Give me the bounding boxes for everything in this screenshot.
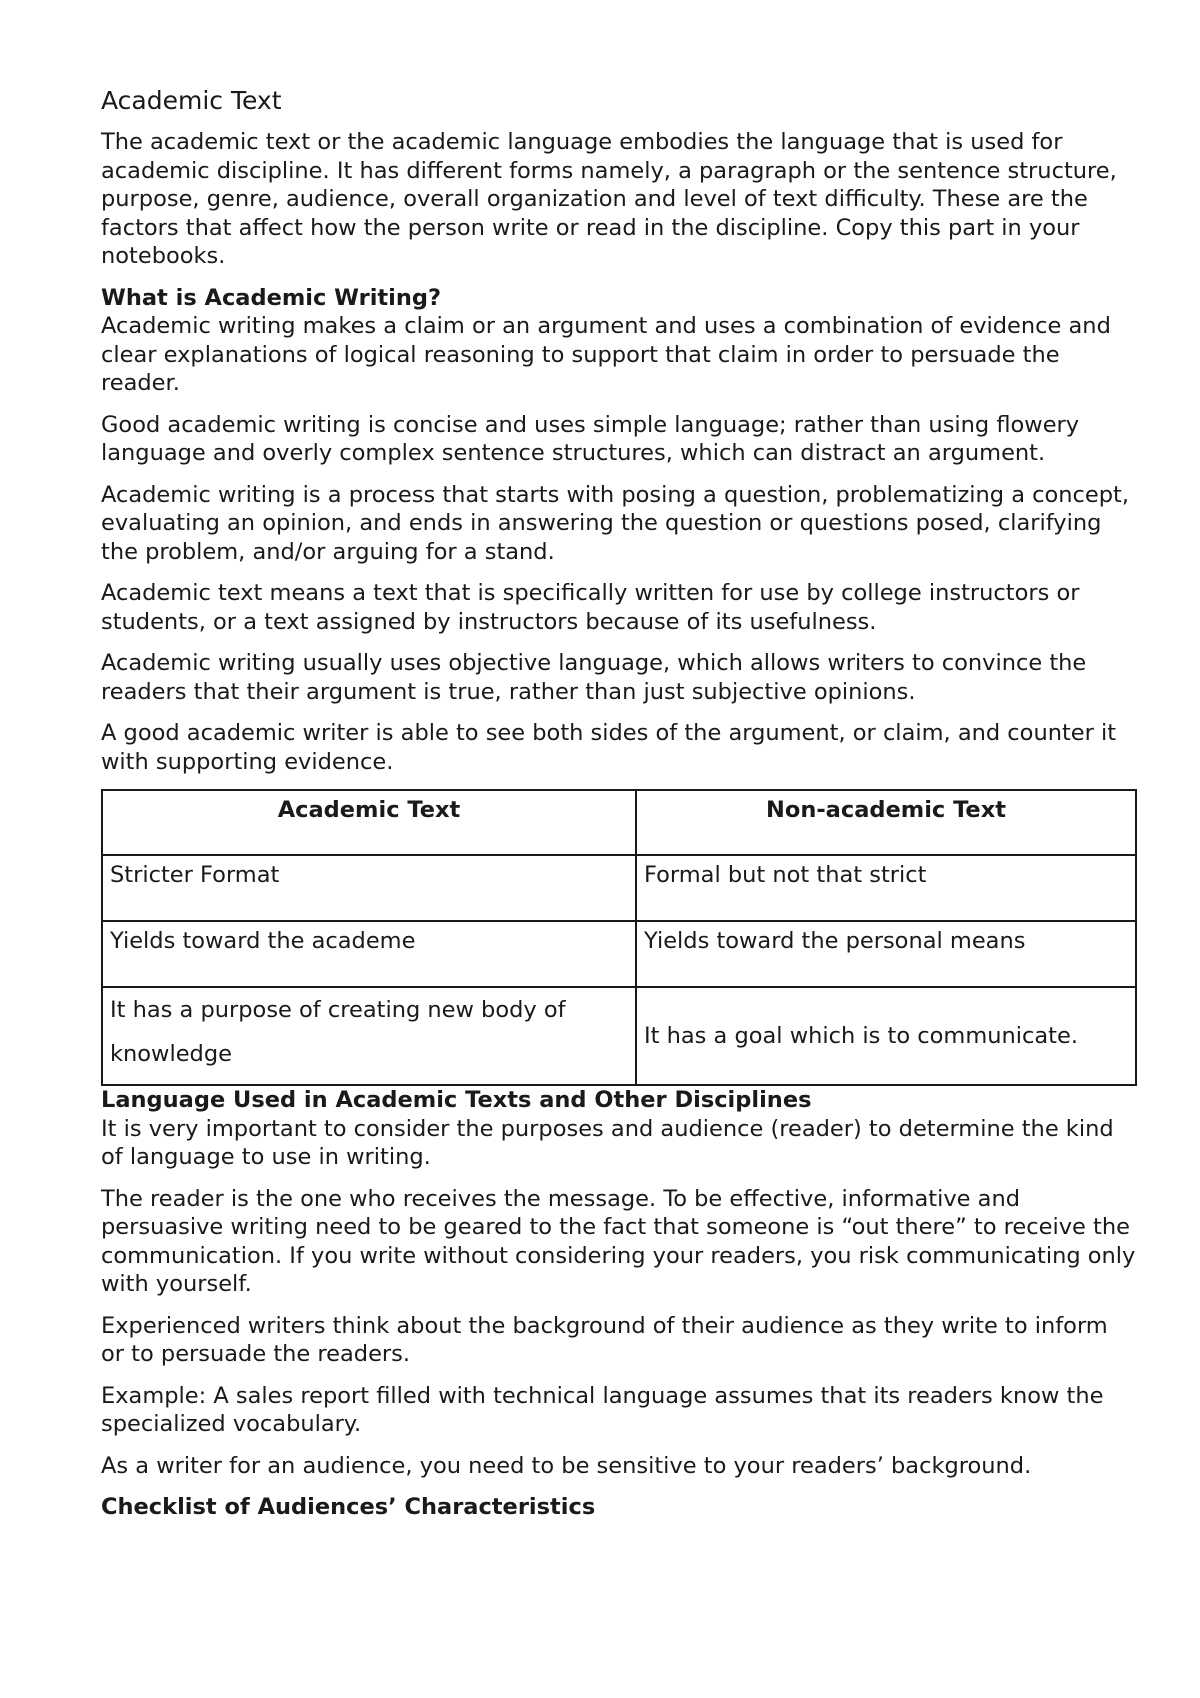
table-header-row (102, 790, 1136, 855)
paragraph: It is very important to consider the purposes and audience (reader) to determine the kind of language to use in writing. (101, 1115, 1114, 1170)
paragraph: The reader is the one who receives the message. To be effective, informative and persuasive writing need to be geared to the fact that someone is “out there” to receive the communication. If you write without considering your readers, you risk communicating only with yourself. (101, 1185, 1136, 1297)
document-title: Academic Text (101, 86, 282, 115)
table-row (102, 855, 1136, 921)
paragraph: Experienced writers think about the background of their audience as they write to inform or to persuade the readers. (101, 1312, 1108, 1367)
paragraph: Academic text means a text that is specifically written for use by college instructors or students, or a text assigned by instructors because of its usefulness. (101, 580, 1080, 635)
paragraph: Academic writing usually uses objective language, which allows writers to convince the readers that their argument is true, rather than just subjective opinions. (101, 650, 1087, 705)
comparison-table (101, 789, 1137, 1086)
table-cell: It has a purpose of creating new body of knowledge (102, 987, 636, 1085)
table-cell: Yields toward the personal means (636, 921, 1136, 987)
table-cell: It has a goal which is to communicate. (636, 987, 1136, 1085)
table-header-academic: Academic Text (102, 790, 636, 855)
paragraph: As a writer for an audience, you need to be sensitive to your readers’ background. (101, 1452, 1032, 1479)
table-row (102, 987, 1136, 1085)
table-cell: Stricter Format (102, 855, 636, 921)
paragraph: A good academic writer is able to see both sides of the argument, or claim, and counter it with supporting evidence. (101, 720, 1117, 775)
table-cell: Formal but not that strict (636, 855, 1136, 921)
table-header-non-academic: Non-academic Text (636, 790, 1136, 855)
section-heading-checklist: Checklist of Audiences’ Characteristics (101, 1494, 596, 1520)
paragraph: Good academic writing is concise and uses simple language; rather than using flowery language and overly complex sentence structures, which can distract an argument. (101, 411, 1080, 466)
document-page (101, 84, 1136, 1522)
paragraph: Example: A sales report filled with technical language assumes that its readers know the specialized vocabulary. (101, 1382, 1104, 1437)
paragraph: Academic writing is a process that starts with posing a question, problematizing a concept, evaluating an opinion, and ends in answering the question or questions posed, clarifying the problem, and/or arguing for a stand. (101, 481, 1130, 565)
table-cell: Yields toward the academe (102, 921, 636, 987)
section-heading-language-used: Language Used in Academic Texts and Other Disciplines (101, 1087, 812, 1113)
section-heading-academic-writing: What is Academic Writing? (101, 284, 442, 311)
table-row (102, 921, 1136, 987)
intro-paragraph: The academic text or the academic language embodies the language that is used for academic discipline. It has different forms namely, a paragraph or the sentence structure, purpose, genre, audience, overall organization and level of text difficulty. These are the factors that affect how the person write or read in the discipline. Copy this part in your notebooks. (101, 129, 1117, 269)
paragraph: Academic writing makes a claim or an argument and uses a combination of evidence and clear explanations of logical reasoning to support that claim in order to persuade the reader. (101, 313, 1111, 396)
